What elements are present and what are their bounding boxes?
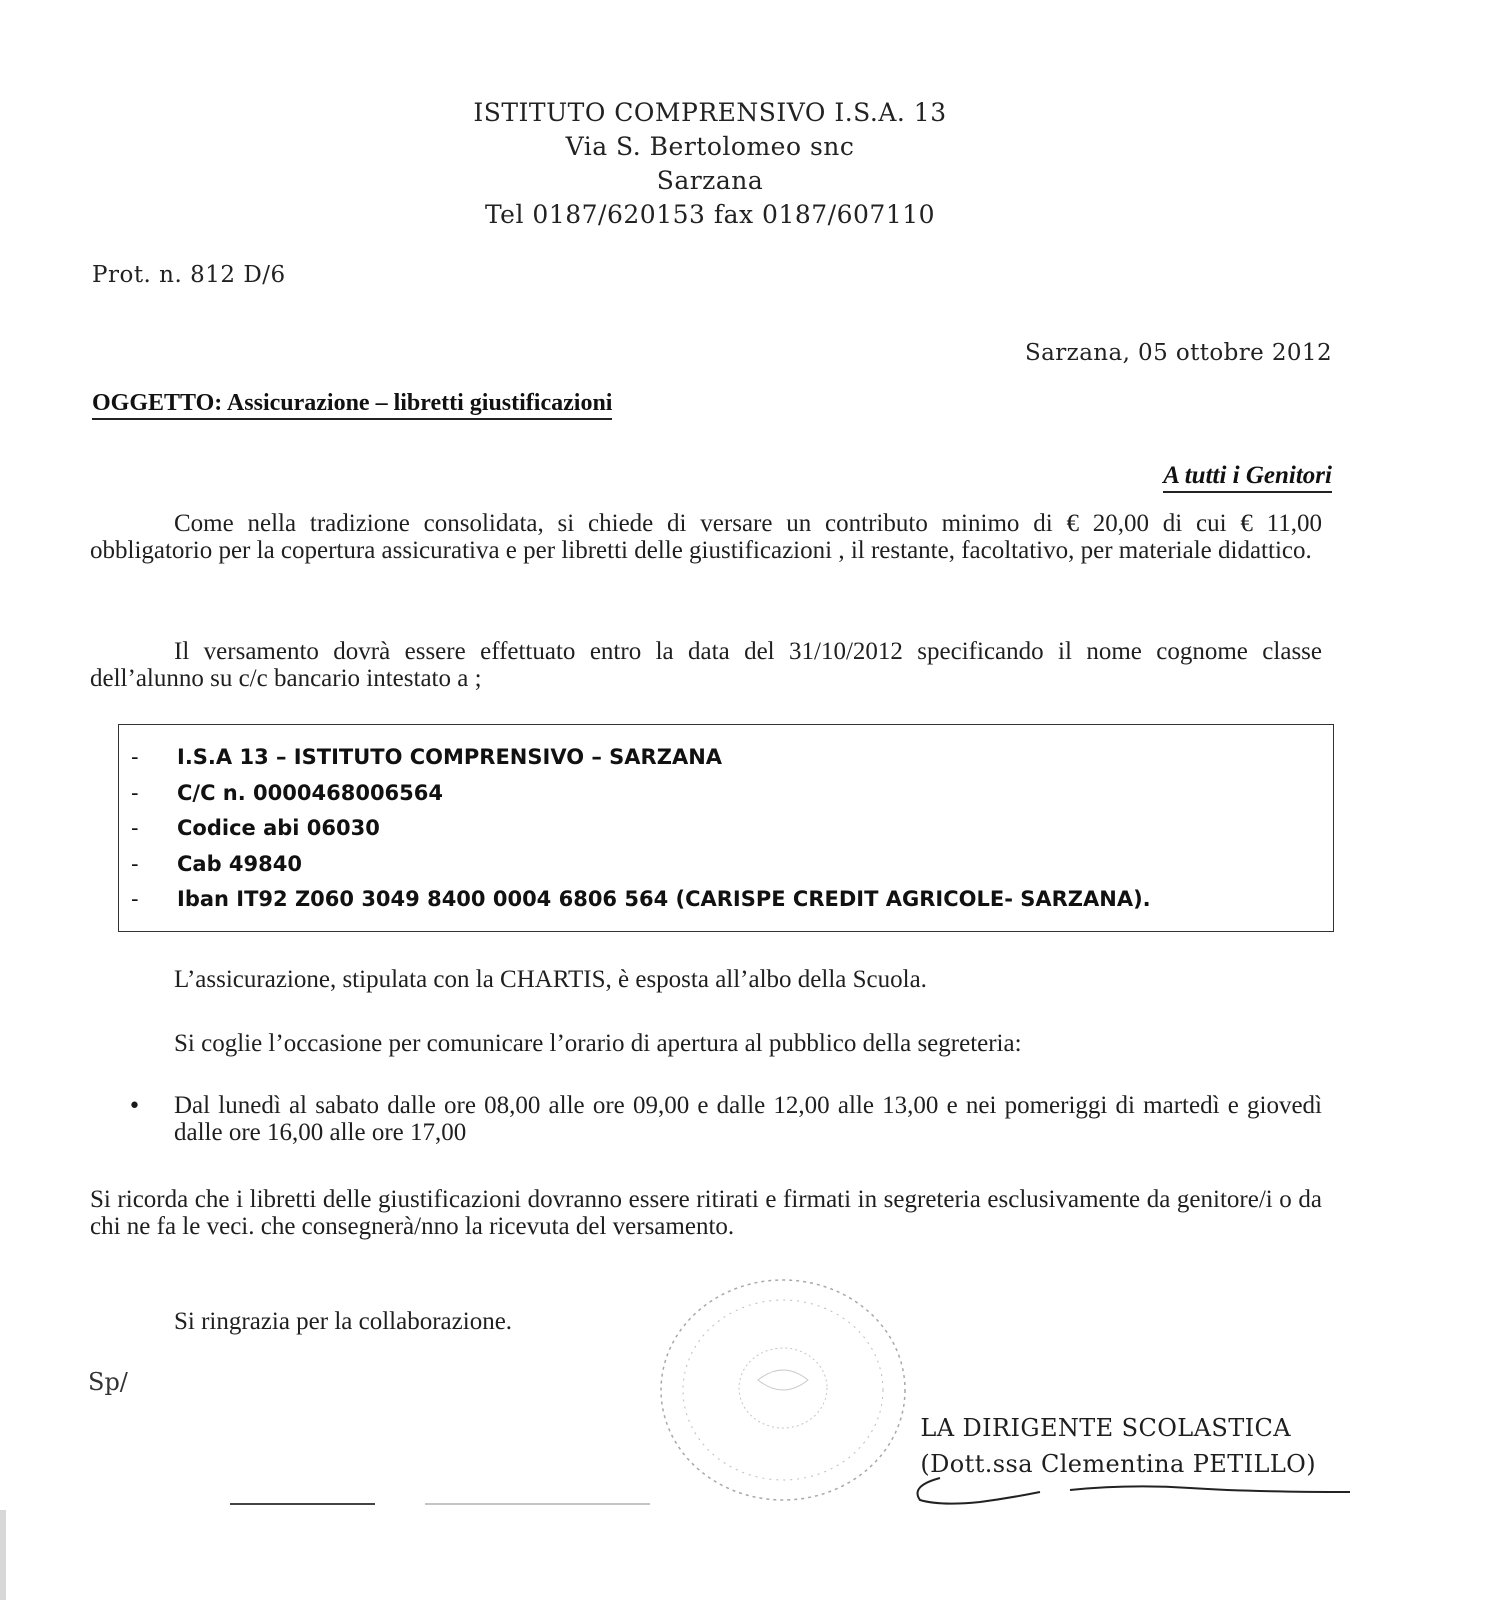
bank-details-box: - I.S.A 13 – ISTITUTO COMPRENSIVO – SARZANA - C/C n. 0000468006564 - Codice abi 06030 - Cab 49840 - Iban IT92 Z060 3049 8400 0004 6806 564 (CARISPE CREDIT AGRICOLE- SARZANA).	[118, 724, 1334, 932]
scan-edge	[0, 1510, 6, 1600]
list-dash: -	[131, 780, 139, 805]
paragraph-thanks: Si ringrazia per la collaborazione.	[174, 1308, 513, 1335]
paragraph-contribution: Come nella tradizione consolidata, si chiede di versare un contributo minimo di € 20,00 di cui € 11,00 obbligatorio per la copertura assicurativa e per libretti delle giustificazioni , il restante, facoltativo, per materiale didattico.	[90, 510, 1322, 564]
letter-subject: OGGETTO: Assicurazione – libretti giustificazioni	[92, 390, 612, 420]
school-letterhead	[380, 96, 1040, 232]
bullet-icon: •	[128, 1094, 141, 1119]
paragraph-office-hours-intro: Si coglie l’occasione per comunicare l’orario di apertura al pubblico della segreteria:	[174, 1030, 1022, 1057]
footer-rule-icon	[230, 1498, 650, 1510]
handwritten-signature-icon	[900, 1470, 1360, 1510]
paragraph-insurance: L’assicurazione, stipulata con la CHARTIS, è esposta all’albo della Scuola.	[174, 966, 927, 993]
school-address: Via S. Bertolomeo snc	[565, 132, 855, 161]
signatory-name: (Dott.ssa Clementina PETILLO)	[920, 1450, 1316, 1478]
school-name: ISTITUTO COMPRENSIVO I.S.A. 13	[473, 98, 947, 127]
letter-recipients: A tutti i Genitori	[1163, 462, 1332, 493]
list-dash: -	[131, 887, 139, 911]
paragraph-booklets-reminder: Si ricorda che i libretti delle giustificazioni dovranno essere ritirati e firmati in segreteria esclusivamente da genitore/i o da chi ne fa le veci. che consegnerà/nno la ricevuta del versamento.	[90, 1186, 1322, 1240]
list-dash: -	[131, 851, 139, 876]
writer-initials: Sp/	[88, 1368, 128, 1396]
signatory-title: LA DIRIGENTE SCOLASTICA	[920, 1414, 1292, 1442]
protocol-number: Prot. n. 812 D/6	[92, 262, 286, 288]
paragraph-payment-deadline: Il versamento dovrà essere effettuato entro la data del 31/10/2012 specificando il nome cognome classe dell’alunno su c/c bancario intestato a ;	[90, 638, 1322, 692]
list-dash: -	[131, 745, 139, 769]
list-dash: -	[131, 816, 139, 840]
letter-date: Sarzana, 05 ottobre 2012	[1025, 340, 1332, 366]
school-stamp-icon	[648, 1270, 918, 1510]
office-hours-text: Dal lunedì al sabato dalle ore 08,00 alle ore 09,00 e dalle 12,00 alle 13,00 e nei pomeriggi di martedì e giovedì dalle ore 16,00 alle ore 17,00	[174, 1092, 1322, 1146]
school-city: Sarzana	[656, 166, 764, 195]
school-phone-fax: Tel 0187/620153 fax 0187/607110	[484, 200, 936, 229]
